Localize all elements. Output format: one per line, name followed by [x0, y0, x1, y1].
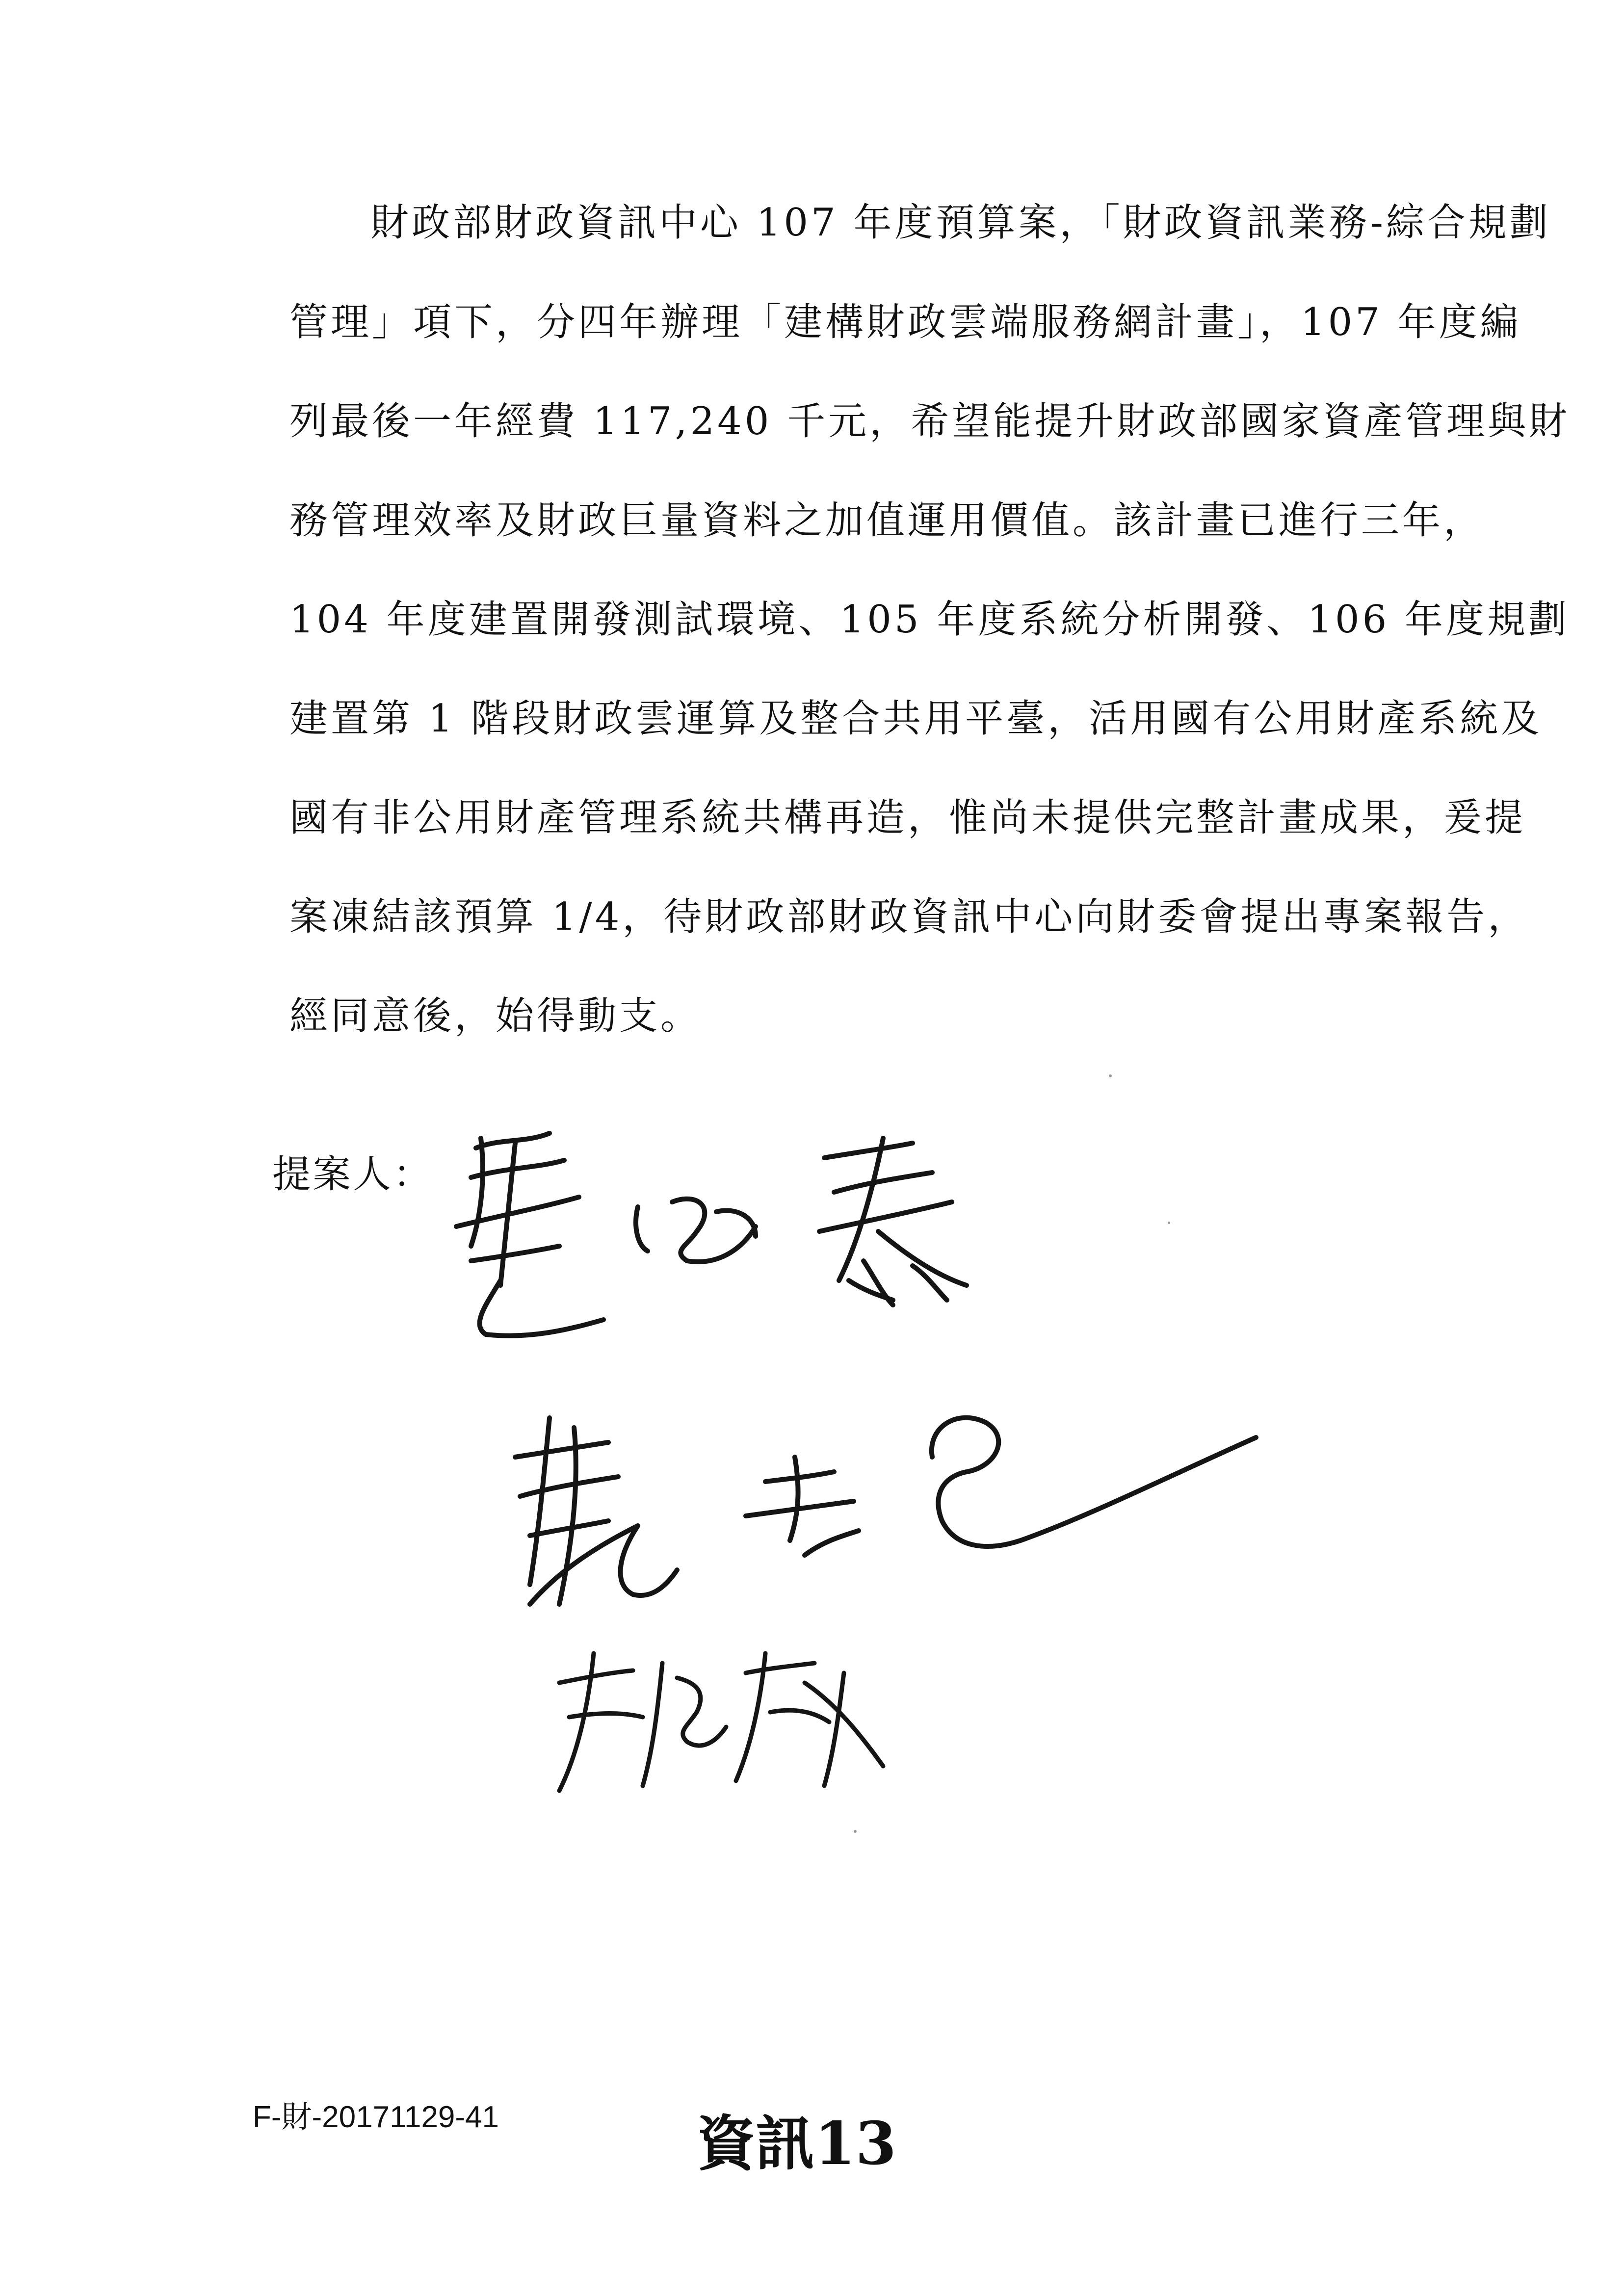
document-code: F-財-20171129-41 — [253, 2100, 499, 2134]
scan-speck — [854, 1830, 857, 1833]
paragraph-line-5: 104 年度建置開發測試環境、105 年度系統分析開發、106 年度規劃 — [289, 598, 1570, 642]
paragraph-line-8: 案凍結該預算 1/4，待財政部財政資訊中心向財委會提出專案報告， — [289, 895, 1529, 939]
signature-1 — [442, 1119, 1060, 1354]
paragraph-line-9: 經同意後，始得動支。 — [289, 994, 702, 1038]
signature-1-ink — [442, 1119, 1060, 1354]
scan-speck — [1109, 1074, 1112, 1077]
signature-3-ink — [540, 1644, 913, 1800]
signature-2-ink — [500, 1398, 1285, 1634]
paragraph-line-3: 列最後一年經費 117,240 千元，希望能提升財政部國家資產管理與財 — [289, 399, 1571, 444]
paragraph-line-6: 建置第 1 階段財政雲運算及整合共用平臺，活用國有公用財產系統及 — [289, 697, 1543, 741]
proposal-paragraph — [0, 0, 1624, 1079]
handwritten-page-mark: 資訊13 — [697, 2109, 896, 2178]
scan-speck — [1168, 1222, 1170, 1224]
paragraph-line-1: 財政部財政資訊中心 107 年度預算案，「財政資訊業務-綜合規劃 — [370, 201, 1551, 245]
paragraph-line-7: 國有非公用財產管理系統共構再造，惟尚未提供完整計畫成果，爰提 — [289, 796, 1526, 840]
signature-2 — [500, 1398, 1285, 1634]
paragraph-line-4: 務管理效率及財政巨量資料之加值運用價值。該計畫已進行三年， — [289, 498, 1485, 543]
paragraph-line-2: 管理」項下，分四年辦理「建構財政雲端服務網計畫」，107 年度編 — [289, 300, 1521, 344]
proposer-label: 提案人： — [272, 1152, 434, 1197]
signature-3 — [540, 1644, 913, 1800]
